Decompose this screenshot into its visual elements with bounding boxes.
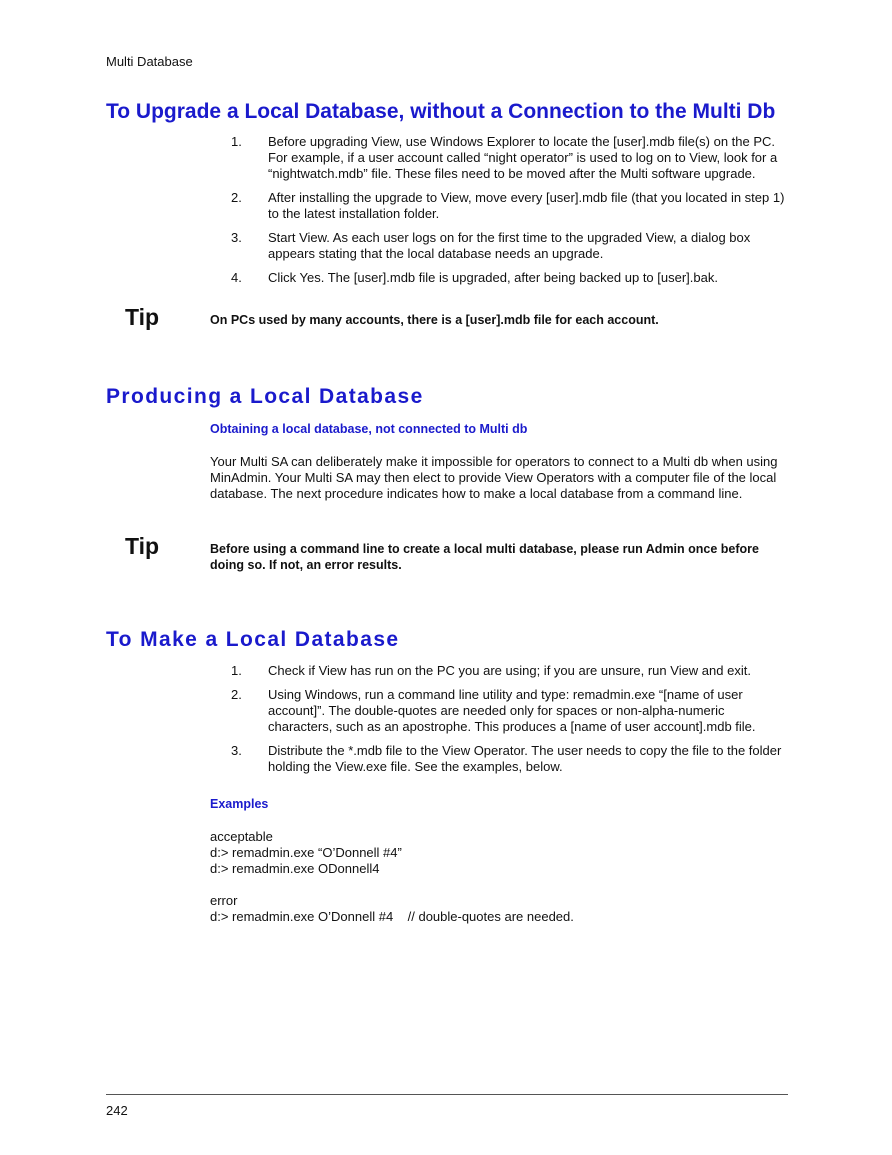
footer-divider [106, 1094, 788, 1095]
page-number: 242 [106, 1103, 128, 1118]
tip-label: Tip [125, 304, 160, 330]
list-item [210, 230, 790, 262]
step-number: 1. [231, 134, 242, 149]
body-paragraph: Your Multi SA can deliberately make it impossible for operators to connect to a Multi db when using MinAdmin. Your Multi SA may then elect to provide View Operators with a computer file of the local database. The next procedure indicates how to make a local database from a command line. [210, 454, 778, 501]
example-label-acceptable: acceptable [210, 829, 273, 844]
step-text: Start View. As each user logs on for the first time to the upgraded View, a dialog box appears stating that the local database needs an upgrade. [268, 230, 751, 261]
step-text: Distribute the *.mdb file to the View Operator. The user needs to copy the file to the folder holding the View.exe file. See the examples, below. [268, 743, 782, 774]
step-number: 2. [231, 190, 242, 205]
step-number: 3. [231, 743, 242, 758]
example-command-line: d:> remadmin.exe “O’Donnell #4” [210, 845, 402, 860]
step-number: 1. [231, 663, 242, 678]
tip-text: Before using a command line to create a local multi database, please run Admin once before doing so. If not, an error results. [210, 542, 759, 572]
step-text: Check if View has run on the PC you are using; if you are unsure, run View and exit. [268, 663, 751, 678]
list-item [210, 270, 790, 286]
make-db-steps-list [210, 663, 790, 783]
list-item [210, 743, 790, 775]
step-text: Before upgrading View, use Windows Explorer to locate the [user].mdb file(s) on the PC. For example, if a user account called “night operator” is used to log on to View, look for a “nightwatch.mdb” file. These files need to be moved after the Multi software upgrade. [268, 134, 778, 181]
tip-text: On PCs used by many accounts, there is a [user].mdb file for each account. [210, 313, 659, 327]
list-item [210, 687, 790, 735]
step-number: 3. [231, 230, 242, 245]
list-item [210, 134, 790, 182]
example-command-line: d:> remadmin.exe O’Donnell #4 // double-quotes are needed. [210, 909, 574, 924]
step-number: 2. [231, 687, 242, 702]
subheading: Obtaining a local database, not connected to Multi db [210, 422, 528, 436]
section-title-make-local-db: To Make a Local Database [106, 628, 400, 651]
example-label-error: error [210, 893, 238, 908]
examples-block [210, 829, 574, 925]
tip-label: Tip [125, 533, 160, 559]
list-item [210, 190, 790, 222]
step-text: Using Windows, run a command line utility and type: remadmin.exe “[name of user account]”. The double-quotes are needed only for spaces or non-alpha-numeric characters, such as an apostrophe. This produces a [name of user account].mdb file. [268, 687, 756, 734]
step-text: After installing the upgrade to View, move every [user].mdb file (that you located in step 1) to the latest installation folder. [268, 190, 785, 221]
step-text: Click Yes. The [user].mdb file is upgraded, after being backed up to [user].bak. [268, 270, 718, 285]
list-item [210, 663, 790, 679]
examples-heading: Examples [210, 797, 269, 811]
example-command-line: d:> remadmin.exe ODonnell4 [210, 861, 380, 876]
running-header: Multi Database [106, 54, 193, 69]
section-title-producing-local-db: Producing a Local Database [106, 385, 424, 408]
upgrade-steps-list [210, 134, 790, 294]
section-title-upgrade-local-db: To Upgrade a Local Database, without a Connection to the Multi Db [106, 100, 776, 123]
step-number: 4. [231, 270, 242, 285]
